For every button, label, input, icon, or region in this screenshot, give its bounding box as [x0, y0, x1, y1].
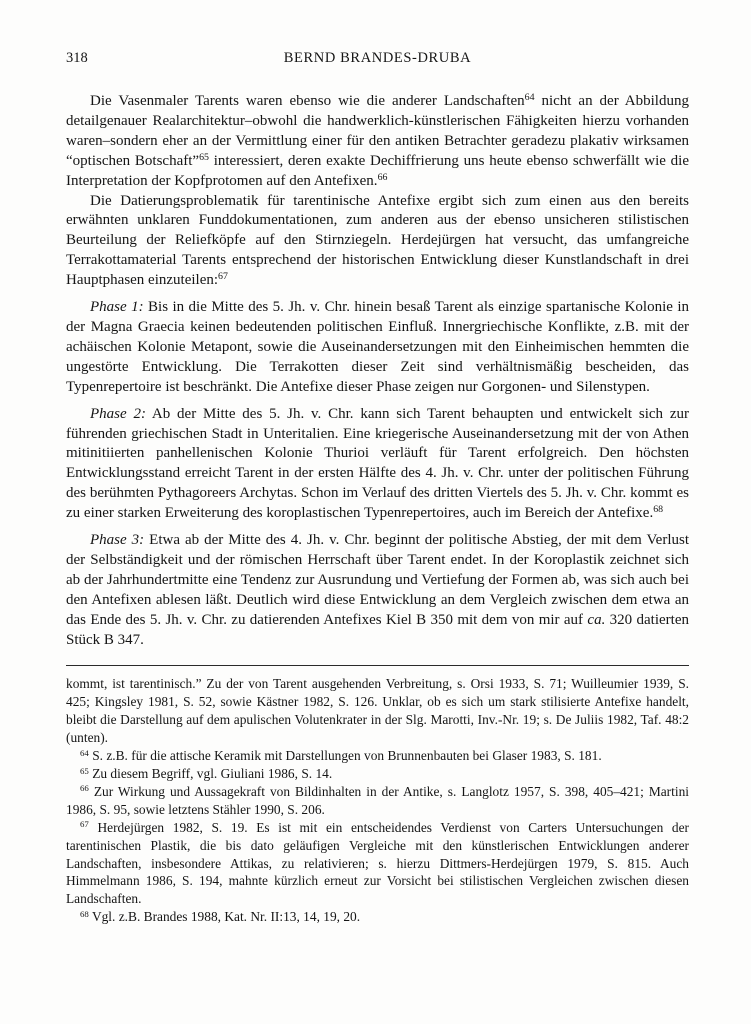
footnote-marker: 64	[80, 747, 89, 758]
emphasis-text: Phase 2:	[90, 405, 146, 422]
text-run: Bis in die Mitte des 5. Jh. v. Chr. hinein besaß Tarent als einzige spartanische Kolonie in der Magna Graecia keinen bedeutenden politischen Einfluß. Innergriechische Konflikte, z.B. mit der achäischen Kolonie Metapont, sowie die Auseinandersetzungen mit den Einheimischen hemmten die ungestörte Entwicklung. Die Terrakotten dieser Zeit sind verhältnismäßig bescheiden, das Typenrepertoire ist beschränkt. Die Antefixe dieser Phase zeigen nur Gorgonen- und Silenstypen.	[66, 299, 689, 395]
footnote-marker: 68	[80, 908, 89, 919]
page-number: 318	[66, 50, 88, 66]
text-run: Herdejürgen 1982, S. 19. Es ist mit ein entscheidendes Verdienst von Carters Untersuchungen der tarentinischen Plastik, die bis dato geläufigen Vergleiche mit den künstlerischen Entwicklungen anderer Landschaften, insbesondere Attikas, zu relativieren; s. hierzu Dittmers-Herdejürgen 1979, S. 815. Auch Himmelmann 1986, S. 194, mahnte kürzlich erneut zur Vorsicht bei stilistischen Vergleichen zwischen diesen Landschaften.	[66, 819, 689, 907]
emphasis-text: ca.	[587, 611, 606, 628]
paragraph	[66, 531, 689, 650]
emphasis-text: Phase 1:	[90, 299, 144, 316]
text-run: Ab der Mitte des 5. Jh. v. Chr. kann sich Tarent behaupten und entwickelt sich zur führenden griechischen Stadt in Unteritalien. Eine kriegerische Auseinandersetzung mit der von Athen mitinitiierten panhellenischen Kolonie Thurioi verläuft für Tarent erfolgreich. Den höchsten Entwicklungsstand erreicht Tarent in der ersten Hälfte des 4. Jh. v. Chr. unter der politischen Führung des berühmten Pythagoreers Archytas. Schon im Verlauf des dritten Viertels des 5. Jh. v. Chr. kommt es zu einer starken Erweiterung des koroplastischen Typenrepertoires, auch im Bereich der Antefixe.	[66, 405, 689, 522]
footnote	[66, 765, 689, 783]
text-run: Die Datierungsproblematik für tarentinische Antefixe ergibt sich zum einen aus den bereits erwähnten unklaren Funddokumentationen, zum anderen aus der ebenso unsicheren stilistischen Beurteilung der Reliefköpfe auf den Stirnziegeln. Herdejürgen hat versucht, das umfangreiche Terrakottamaterial Tarents entsprechend der historischen Entwicklung dieser Kunstlandschaft in drei Hauptphasen einzuteilen:	[66, 192, 689, 289]
footnote-marker: 66	[80, 783, 89, 794]
text-run: nicht an der Abbildung detailgenauer Realarchitektur–obwohl die handwerklich-künstlerischen Fähigkeiten hierzu vorhanden waren–sondern eher an der Vermittlung einer für den antiken Betrachter geradezu plakativ wirksamen “optischen Botschaft”	[66, 93, 689, 169]
text-run: kommt, ist tarentinisch.” Zu der von Tarent ausgehenden Verbreitung, s. Orsi 1933, S. 71; Wuilleumier 1939, S. 425; Kingsley 1981, S. 52, sowie Kästner 1982, S. 126. Unklar, ob es sich um stark stilisierte Antefixe handelt, bleibt die Darstellung auf dem apulischen Volutenkrater in der Slg. Marotti, Inv.-Nr. 19; s. De Juliis 1982, Taf. 48:2 (unten).	[66, 676, 689, 746]
footnote-ref: 66	[377, 171, 388, 183]
footnote-ref: 65	[199, 151, 209, 163]
body-text	[66, 92, 689, 650]
paragraph	[66, 298, 689, 398]
footnote-ref: 67	[218, 271, 228, 283]
footnote-ref: 64	[524, 92, 535, 104]
footnote-separator	[66, 665, 689, 666]
footnote	[66, 747, 689, 765]
footnote	[66, 783, 689, 819]
text-run: Vgl. z.B. Brandes 1988, Kat. Nr. II:13, 14, 19, 20.	[91, 909, 361, 925]
text-run: interessiert, deren exakte Dechiffrierung uns heute ebenso schwerfällt wie die Interpretation der Kopfprotomen auf den Antefixen.	[66, 152, 690, 189]
page-header	[66, 50, 689, 69]
footnote	[66, 908, 689, 926]
footnote-ref: 68	[653, 504, 664, 516]
text-run: Zu diesem Begriff, vgl. Giuliani 1986, S. 14.	[92, 766, 333, 781]
footnotes-section	[66, 675, 689, 926]
footnote	[66, 675, 689, 747]
text-run: Die Vasenmaler Tarents waren ebenso wie die anderer Landschaften	[90, 93, 525, 109]
text-run: 320 datierten Stück B 347.	[66, 611, 689, 648]
footnote-marker: 67	[80, 819, 89, 830]
emphasis-text: Phase 3:	[90, 532, 145, 549]
text-run: S. z.B. für die attische Keramik mit Darstellungen von Brunnenbauten bei Glaser 1983, S. 181.	[92, 748, 602, 764]
text-run: Zur Wirkung und Aussagekraft von Bildinhalten in der Antike, s. Langlotz 1957, S. 398, 405–421; Martini 1986, S. 95, sowie letztens Stähler 1990, S. 206.	[66, 783, 689, 817]
paragraph	[66, 192, 689, 292]
paragraph	[66, 405, 689, 524]
running-header: BERND BRANDES-DRUBA	[283, 50, 472, 66]
footnote	[66, 819, 689, 909]
paragraph	[66, 92, 689, 192]
text-run: Etwa ab der Mitte des 4. Jh. v. Chr. beginnt der politische Abstieg, der mit dem Verlust der Selbständigkeit und der römischen Herrschaft über Tarent endet. In der Koroplastik zeichnet sich ab der Jahrhundertmitte eine Tendenz zur Ausrundung und Vertiefung der Formen ab, was sich auch bei den Antefixen ablesen läßt. Deutlich wird diese Entwicklung an dem Vergleich zwischen dem etwa an das Ende des 5. Jh. v. Chr. zu datierenden Antefixes Kiel B 350 mit dem von mir auf	[66, 532, 689, 628]
footnote-marker: 65	[80, 765, 89, 776]
